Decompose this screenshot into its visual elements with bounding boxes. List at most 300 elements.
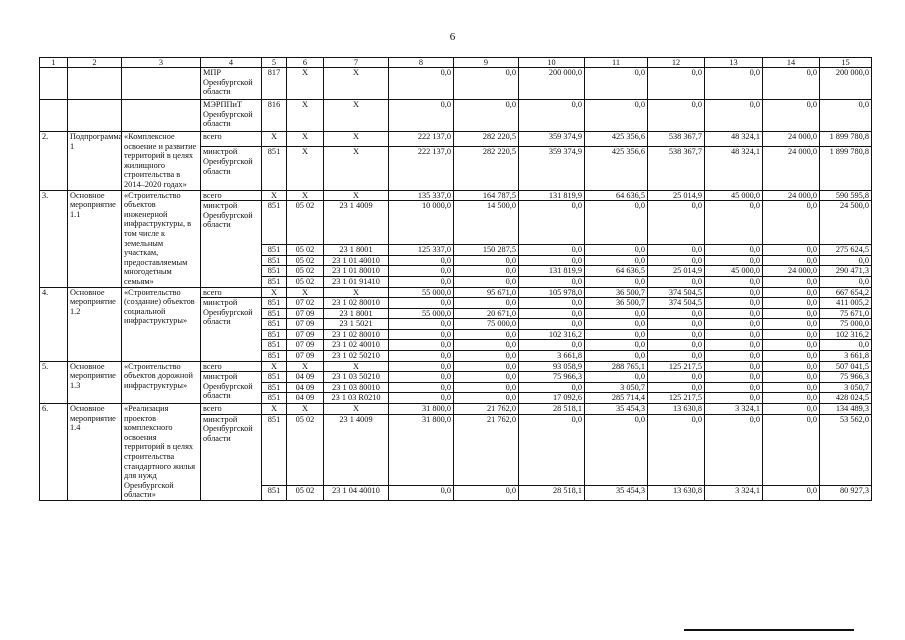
value-cell: 0,0 [585,414,648,485]
value-cell: 35 454,3 [585,486,648,501]
value-cell: 590 595,8 [820,190,872,201]
value-cell: 0,0 [454,100,519,132]
value-cell: 125 217,5 [648,361,705,372]
value-cell: 0,0 [763,404,820,415]
value-cell: 507 041,5 [820,361,872,372]
grbs-cell: Х [262,361,287,372]
value-cell: 0,0 [648,308,705,319]
table-row [40,404,872,415]
value-cell: 0,0 [763,329,820,340]
value-cell: 24 000,0 [763,132,820,147]
value-cell: 0,0 [389,100,454,132]
value-cell: 0,0 [585,329,648,340]
value-cell: 45 000,0 [705,266,763,277]
value-cell: 374 504,5 [648,287,705,298]
grbs-cell: 851 [262,266,287,277]
value-cell: 0,0 [648,329,705,340]
csr-cell: Х [324,132,389,147]
value-cell: 0,0 [585,276,648,287]
value-cell: 0,0 [454,351,519,362]
table-row [40,132,872,147]
value-cell: 28 518,1 [519,486,585,501]
value-cell: 275 624,5 [820,245,872,256]
value-cell: 0,0 [389,372,454,383]
value-cell: 0,0 [763,486,820,501]
value-cell: 10 000,0 [389,201,454,245]
value-cell: 359 374,9 [519,147,585,190]
rzpr-cell: Х [287,361,324,372]
value-cell: 538 367,7 [648,132,705,147]
value-cell: 102 316,2 [820,329,872,340]
value-cell: 0,0 [389,393,454,404]
value-cell: 80 927,3 [820,486,872,501]
value-cell: 0,0 [763,382,820,393]
value-cell: 0,0 [454,486,519,501]
grbs-cell: 851 [262,393,287,404]
csr-cell: 23 1 02 80010 [324,329,389,340]
value-cell: 282 220,5 [454,132,519,147]
grbs-cell: 816 [262,100,287,132]
value-cell: 13 630,8 [648,404,705,415]
value-cell: 45 000,0 [705,190,763,201]
grbs-cell: Х [262,190,287,201]
executor-cell: минстрой Оренбургской области [201,201,262,287]
value-cell: 0,0 [454,298,519,309]
csr-cell: 23 1 03 R0210 [324,393,389,404]
value-cell: 75 000,0 [820,319,872,330]
value-cell: 3 050,7 [820,382,872,393]
value-cell: 0,0 [389,382,454,393]
empty-cell [122,68,201,100]
value-cell: 36 500,7 [585,287,648,298]
header-cell: 10 [519,58,585,68]
value-cell: 64 636,5 [585,266,648,277]
value-cell: 0,0 [763,308,820,319]
value-cell: 0,0 [705,298,763,309]
row-number: 5. [40,361,68,403]
value-cell: 95 671,0 [454,287,519,298]
grbs-cell: 851 [262,340,287,351]
value-cell: 0,0 [705,414,763,485]
value-cell: 538 367,7 [648,147,705,190]
rzpr-cell: 05 02 [287,266,324,277]
csr-cell: 23 1 04 40010 [324,486,389,501]
value-cell: 0,0 [763,340,820,351]
empty-cell [40,100,68,132]
value-cell: 0,0 [519,100,585,132]
grbs-cell: 817 [262,68,287,100]
csr-cell: Х [324,100,389,132]
executor-cell: минстрой Оренбургской области [201,372,262,404]
value-cell: 0,0 [585,319,648,330]
rzpr-cell: 05 02 [287,486,324,501]
value-cell: 21 762,0 [454,414,519,485]
value-cell: 28 518,1 [519,404,585,415]
value-cell: 0,0 [454,255,519,266]
value-cell: 75 966,3 [519,372,585,383]
value-cell: 0,0 [519,298,585,309]
grbs-cell: Х [262,404,287,415]
value-cell: 0,0 [519,382,585,393]
header-cell: 13 [705,58,763,68]
csr-cell: Х [324,190,389,201]
value-cell: 3 050,7 [585,382,648,393]
value-cell: 0,0 [389,266,454,277]
value-cell: 200 000,0 [820,68,872,100]
value-cell: 0,0 [389,319,454,330]
grbs-cell: 851 [262,351,287,362]
value-cell: 0,0 [763,351,820,362]
value-cell: 0,0 [705,287,763,298]
value-cell: 0,0 [763,276,820,287]
item-name: «Строительство объектов дорожной инфраструктуры» [122,361,201,403]
header-cell: 12 [648,58,705,68]
value-cell: 3 661,8 [519,351,585,362]
value-cell: 1 899 780,8 [820,147,872,190]
rzpr-cell: Х [287,147,324,190]
value-cell: 0,0 [763,287,820,298]
value-cell: 0,0 [705,393,763,404]
value-cell: 411 005,2 [820,298,872,309]
value-cell: 24 000,0 [763,190,820,201]
value-cell: 0,0 [454,266,519,277]
value-cell: 0,0 [648,414,705,485]
csr-cell: 23 1 8001 [324,245,389,256]
value-cell: 0,0 [585,372,648,383]
value-cell: 0,0 [519,255,585,266]
row-number: 3. [40,190,68,287]
value-cell: 0,0 [519,319,585,330]
value-cell: 3 661,8 [820,351,872,362]
value-cell: 425 356,6 [585,147,648,190]
rzpr-cell: 04 09 [287,372,324,383]
rzpr-cell: 07 09 [287,351,324,362]
value-cell: 0,0 [389,351,454,362]
value-cell: 64 636,5 [585,190,648,201]
value-cell: 667 654,2 [820,287,872,298]
row-number: 4. [40,287,68,361]
value-cell: 0,0 [763,361,820,372]
grbs-cell: 851 [262,276,287,287]
value-cell: 0,0 [454,329,519,340]
csr-cell: Х [324,404,389,415]
value-cell: 0,0 [585,308,648,319]
table-row [40,190,872,201]
item-name: «Комплексное освоение и развитие территорий в целях жилищного строительства в 2014–2020 годах» [122,132,201,191]
value-cell: 0,0 [705,245,763,256]
csr-cell: 23 1 03 80010 [324,382,389,393]
executor-cell: всего [201,132,262,147]
value-cell: 125 217,5 [648,393,705,404]
rzpr-cell: 04 09 [287,393,324,404]
empty-cell [122,100,201,132]
value-cell: 36 500,7 [585,298,648,309]
value-cell: 31 800,0 [389,404,454,415]
header-cell: 9 [454,58,519,68]
value-cell: 0,0 [389,68,454,100]
value-cell: 14 500,0 [454,201,519,245]
header-cell: 11 [585,58,648,68]
value-cell: 0,0 [454,340,519,351]
footer-line [684,629,854,631]
value-cell: 25 014,9 [648,190,705,201]
csr-cell: Х [324,147,389,190]
rzpr-cell: Х [287,190,324,201]
value-cell: 0,0 [648,255,705,266]
value-cell: 359 374,9 [519,132,585,147]
value-cell: 0,0 [389,298,454,309]
header-cell: 1 [40,58,68,68]
value-cell: 0,0 [648,319,705,330]
rzpr-cell: Х [287,68,324,100]
value-cell: 0,0 [389,340,454,351]
grbs-cell: Х [262,287,287,298]
value-cell: 0,0 [820,276,872,287]
rzpr-cell: 07 02 [287,298,324,309]
value-cell: 0,0 [389,329,454,340]
rzpr-cell: 07 09 [287,340,324,351]
header-cell: 4 [201,58,262,68]
item-name: «Реализация проектов комплексного освоения территорий в целях строительства стандартного жилья для нужд Оренбургской области» [122,404,201,501]
value-cell: 0,0 [763,100,820,132]
value-cell: 0,0 [705,351,763,362]
value-cell: 0,0 [585,245,648,256]
empty-cell [40,68,68,100]
budget-table [39,57,872,501]
item-kind: Подпрограмма 1 [68,132,122,191]
value-cell: 0,0 [705,319,763,330]
value-cell: 0,0 [389,486,454,501]
csr-cell: 23 1 4009 [324,414,389,485]
item-kind: Основное мероприятие 1.2 [68,287,122,361]
executor-cell: минстрой Оренбургской области [201,414,262,500]
value-cell: 0,0 [705,68,763,100]
value-cell: 21 762,0 [454,404,519,415]
value-cell: 425 356,6 [585,132,648,147]
table-row [40,287,872,298]
csr-cell: 23 1 02 40010 [324,340,389,351]
item-name: «Строительство объектов инженерной инфраструктуры, в том числе к земельным участкам, предоставляемым многодетным семьям» [122,190,201,287]
value-cell: 200 000,0 [519,68,585,100]
value-cell: 0,0 [648,201,705,245]
value-cell: 0,0 [705,372,763,383]
rzpr-cell: 07 09 [287,319,324,330]
grbs-cell: 851 [262,319,287,330]
value-cell: 0,0 [454,372,519,383]
value-cell: 0,0 [763,255,820,266]
grbs-cell: 851 [262,201,287,245]
grbs-cell: 851 [262,414,287,485]
value-cell: 164 787,5 [454,190,519,201]
value-cell: 374 504,5 [648,298,705,309]
value-cell: 75 966,3 [820,372,872,383]
rzpr-cell: Х [287,100,324,132]
csr-cell: 23 1 5021 [324,319,389,330]
row-number: 2. [40,132,68,191]
value-cell: 53 562,0 [820,414,872,485]
executor-cell: всего [201,361,262,372]
value-cell: 0,0 [454,68,519,100]
page-number: 6 [449,31,456,43]
grbs-cell: 851 [262,382,287,393]
value-cell: 102 316,2 [519,329,585,340]
rzpr-cell: 05 02 [287,201,324,245]
value-cell: 0,0 [763,319,820,330]
value-cell: 0,0 [763,414,820,485]
value-cell: 0,0 [454,393,519,404]
value-cell: 0,0 [648,351,705,362]
empty-cell [68,68,122,100]
grbs-cell: 851 [262,486,287,501]
item-name: «Строительство (создание) объектов социальной инфраструктуры» [122,287,201,361]
value-cell: 24 000,0 [763,147,820,190]
value-cell: 0,0 [705,100,763,132]
value-cell: 0,0 [454,382,519,393]
rzpr-cell: 07 09 [287,308,324,319]
value-cell: 55 000,0 [389,287,454,298]
value-cell: 0,0 [585,100,648,132]
table-row [40,361,872,372]
executor-cell: всего [201,404,262,415]
value-cell: 0,0 [763,393,820,404]
grbs-cell: 851 [262,308,287,319]
csr-cell: 23 1 01 40010 [324,255,389,266]
value-cell: 17 092,6 [519,393,585,404]
value-cell: 0,0 [519,245,585,256]
value-cell: 0,0 [648,372,705,383]
csr-cell: 23 1 01 80010 [324,266,389,277]
value-cell: 0,0 [519,340,585,351]
value-cell: 0,0 [763,245,820,256]
value-cell: 0,0 [585,68,648,100]
value-cell: 0,0 [454,361,519,372]
value-cell: 288 765,1 [585,361,648,372]
value-cell: 428 024,5 [820,393,872,404]
csr-cell: 23 1 02 80010 [324,298,389,309]
value-cell: 0,0 [648,68,705,100]
value-cell: 290 471,3 [820,266,872,277]
header-row [40,58,872,68]
value-cell: 0,0 [648,245,705,256]
grbs-cell: 851 [262,255,287,266]
csr-cell: 23 1 8001 [324,308,389,319]
row-number: 6. [40,404,68,501]
value-cell: 20 671,0 [454,308,519,319]
rzpr-cell: Х [287,287,324,298]
rzpr-cell: 07 09 [287,329,324,340]
value-cell: 35 454,3 [585,404,648,415]
value-cell: 0,0 [585,351,648,362]
value-cell: 222 137,0 [389,132,454,147]
value-cell: 0,0 [585,255,648,266]
value-cell: 48 324,1 [705,147,763,190]
value-cell: 24 500,0 [820,201,872,245]
value-cell: 0,0 [585,201,648,245]
value-cell: 0,0 [820,340,872,351]
csr-cell: 23 1 01 91410 [324,276,389,287]
header-cell: 3 [122,58,201,68]
rzpr-cell: Х [287,132,324,147]
table-row [40,100,872,132]
csr-cell: 23 1 02 50210 [324,351,389,362]
csr-cell: Х [324,361,389,372]
value-cell: 0,0 [519,308,585,319]
value-cell: 48 324,1 [705,132,763,147]
value-cell: 150 287,5 [454,245,519,256]
value-cell: 0,0 [705,308,763,319]
value-cell: 0,0 [705,340,763,351]
csr-cell: Х [324,68,389,100]
value-cell: 24 000,0 [763,266,820,277]
value-cell: 0,0 [389,361,454,372]
value-cell: 0,0 [763,372,820,383]
value-cell: 0,0 [585,340,648,351]
empty-cell [68,100,122,132]
value-cell: 131 819,9 [519,190,585,201]
value-cell: 0,0 [763,201,820,245]
value-cell: 285 714,4 [585,393,648,404]
grbs-cell: Х [262,132,287,147]
value-cell: 31 800,0 [389,414,454,485]
value-cell: 0,0 [648,340,705,351]
value-cell: 0,0 [389,276,454,287]
executor-cell: минстрой Оренбургской области [201,298,262,362]
rzpr-cell: 04 09 [287,382,324,393]
rzpr-cell: 05 02 [287,255,324,266]
value-cell: 0,0 [820,100,872,132]
value-cell: 0,0 [648,276,705,287]
value-cell: 3 324,1 [705,404,763,415]
value-cell: 13 630,8 [648,486,705,501]
csr-cell: 23 1 4009 [324,201,389,245]
value-cell: 93 058,9 [519,361,585,372]
header-cell: 2 [68,58,122,68]
table-row [40,68,872,100]
item-kind: Основное мероприятие 1.1 [68,190,122,287]
value-cell: 1 899 780,8 [820,132,872,147]
executor-cell: МЭРППиТ Оренбургской области [201,100,262,132]
header-cell: 6 [287,58,324,68]
executor-cell: минстрой Оренбургской области [201,147,262,190]
grbs-cell: 851 [262,245,287,256]
value-cell: 0,0 [705,201,763,245]
value-cell: 0,0 [454,276,519,287]
header-cell: 15 [820,58,872,68]
value-cell: 222 137,0 [389,147,454,190]
value-cell: 0,0 [519,201,585,245]
value-cell: 0,0 [648,382,705,393]
grbs-cell: 851 [262,372,287,383]
value-cell: 0,0 [705,382,763,393]
executor-cell: всего [201,287,262,298]
value-cell: 125 337,0 [389,245,454,256]
value-cell: 25 014,9 [648,266,705,277]
value-cell: 55 000,0 [389,308,454,319]
header-cell: 7 [324,58,389,68]
value-cell: 282 220,5 [454,147,519,190]
value-cell: 3 324,1 [705,486,763,501]
grbs-cell: 851 [262,298,287,309]
header-cell: 8 [389,58,454,68]
value-cell: 0,0 [705,361,763,372]
rzpr-cell: 05 02 [287,245,324,256]
value-cell: 0,0 [389,255,454,266]
item-kind: Основное мероприятие 1.3 [68,361,122,403]
value-cell: 0,0 [705,276,763,287]
header-cell: 5 [262,58,287,68]
value-cell: 75 000,0 [454,319,519,330]
rzpr-cell: 05 02 [287,414,324,485]
